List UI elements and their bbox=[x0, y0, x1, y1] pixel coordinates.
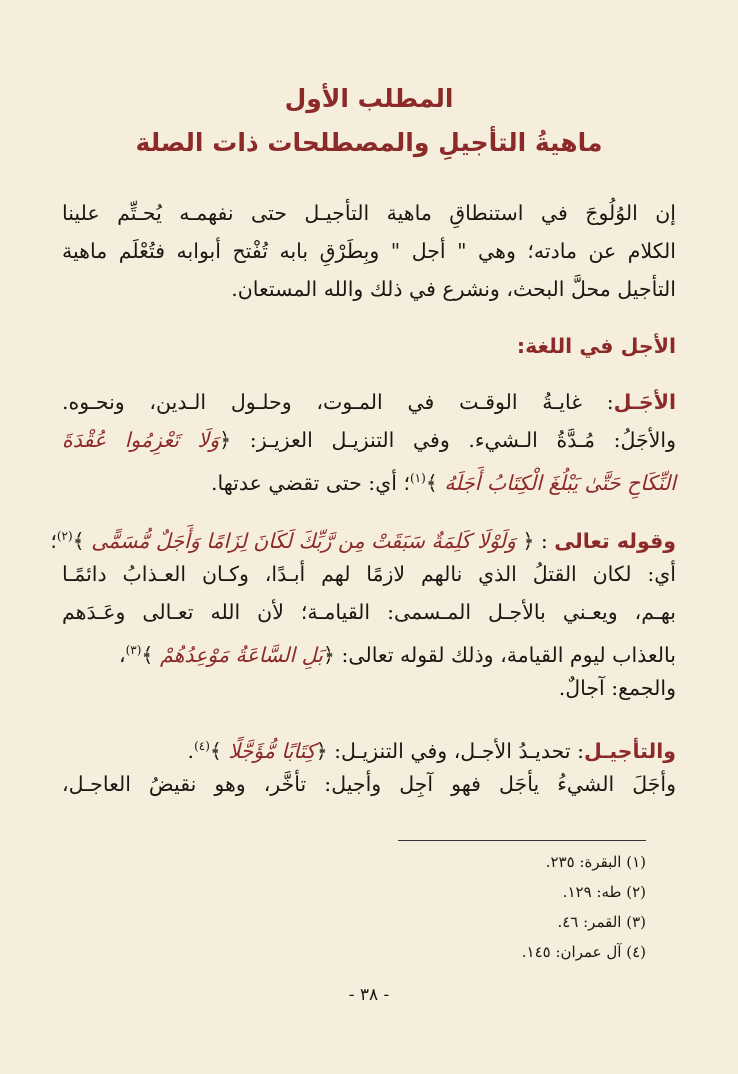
quran-verse-1a: وَلَا تَعْزِمُوا عُقْدَةَ bbox=[62, 428, 220, 452]
footnote-3: (٣) القمر: ٤٦. bbox=[557, 913, 646, 931]
quran-verse-3: بَلِ السَّاعَةُ مَوْعِدُهُمْ bbox=[159, 642, 323, 667]
intro-line-2: الكلام عن مادته؛ وهي " أجل " وبِطَرْقِ بابه تُفْتح أبوابه فتُعْلَم ماهية bbox=[62, 239, 676, 263]
footnote-ref-4: (٤) bbox=[194, 739, 210, 753]
quran-verse-1b: النِّكَاحِ حَتَّىٰ يَبْلُغَ الْكِتَابُ أَجَلَهُ bbox=[444, 470, 676, 495]
quran-verse-2: وَلَوْلَا كَلِمَةٌ سَبَقَتْ مِن رَّبِّكَ لَكَانَ لِزَامًا وَأَجَلٌ مُّسَمًّى bbox=[91, 528, 516, 553]
footnote-ref-1: (١) bbox=[409, 471, 426, 485]
tajil-line-2: وأجَلَ الشيءُ يأجَل فهو آجِل وأجيل: تأخَّر، وهو نقيضُ العاجـل، bbox=[62, 772, 676, 796]
verse2-line-3: بهـم، ويعـني بالأجـل المـسمى: القيامـة؛ لأن الله تعـالى وعَـدَهم bbox=[62, 600, 676, 624]
ajal-line-3-text: ؛ أي: حتى تقضي عدتها. bbox=[210, 470, 410, 495]
intro-line-1: إن الوُلُوجَ في استنطاقِ ماهية التأجيـل حتى نفهمـه يُحـتِّم علينا bbox=[62, 201, 676, 225]
verse2-line-4-text: بالعذاب ليوم القيامة، وذلك لقوله تعالى: ﴿ bbox=[322, 642, 676, 667]
quran-verse-4: كِتَابًا مُّؤَجَّلًا bbox=[228, 738, 316, 763]
section-heading: المطلب الأول bbox=[284, 84, 454, 113]
ajal-definition: : غايـةُ الوقـت في المـوت، وحلـول الـدين، ونحـوه. bbox=[62, 390, 614, 414]
verse2-lead: وقوله تعالى bbox=[554, 528, 676, 553]
intro-line-3: التأجيل محلَّ البحث، ونشرع في ذلك والله المستعان. bbox=[231, 277, 676, 301]
verse2-line-1: وقوله تعالى : ﴿ وَلَوْلَا كَلِمَةٌ سَبَقَتْ مِن رَّبِّكَ لَكَانَ لِزَامًا وَأَجَلٌ مُّسَمًّى ﴾$^{(٢)}$؛ bbox=[50, 528, 676, 553]
footnote-ref-3: (٣) bbox=[125, 643, 142, 657]
page-title: ماهيةُ التأجيلِ والمصطلحات ذات الصلة bbox=[135, 128, 603, 157]
footnote-divider bbox=[398, 840, 646, 841]
ajal-line-1 bbox=[62, 387, 676, 419]
footnote-1: (١) البقرة: ٢٣٥. bbox=[545, 853, 646, 871]
tajil-term: والتأجيـل bbox=[584, 738, 676, 763]
language-heading: الأجل في اللغة: bbox=[516, 334, 676, 358]
ajal-line-2 bbox=[62, 425, 676, 457]
footnote-ref-2: (٢) bbox=[56, 529, 73, 543]
verse2-line-4: بالعذاب ليوم القيامة، وذلك لقوله تعالى: ﴿بَلِ السَّاعَةُ مَوْعِدُهُمْ ﴾$^{(٣)}$، bbox=[118, 642, 676, 667]
ajal-term: الأجَـل bbox=[613, 390, 676, 414]
tajil-line-1: والتأجيـل: تحديـدُ الأجـل، وفي التنزيـل: ﴿كِتَابًا مُّؤَجَّلًا ﴾$^{(٤)}$. bbox=[187, 738, 676, 763]
verse2-line-2: أي: لكان القتلُ الذي نالهم لازمًا لهم أبـدًا، وكـان العـذابُ دائمًـا bbox=[62, 562, 676, 586]
footnote-2: (٢) طه: ١٢٩. bbox=[562, 883, 646, 901]
footnote-4: (٤) آل عمران: ١٤٥. bbox=[521, 943, 646, 961]
ajal-line-3: النِّكَاحِ حَتَّىٰ يَبْلُغَ الْكِتَابُ أَجَلَهُ ﴾$^{(١)}$؛ أي: حتى تقضي عدتها. bbox=[210, 470, 676, 495]
ajal-line-2-text: والأجَلُ: مُـدَّةُ الـشيء. وفي التنزيـل العزيـز: ﴿ bbox=[219, 428, 677, 452]
page-number: - ٣٨ - bbox=[348, 985, 390, 1005]
verse2-line-5: والجمع: آجالٌ. bbox=[558, 676, 676, 700]
tajil-line-1-text: : تحديـدُ الأجـل، وفي التنزيـل: ﴿ bbox=[315, 738, 585, 763]
